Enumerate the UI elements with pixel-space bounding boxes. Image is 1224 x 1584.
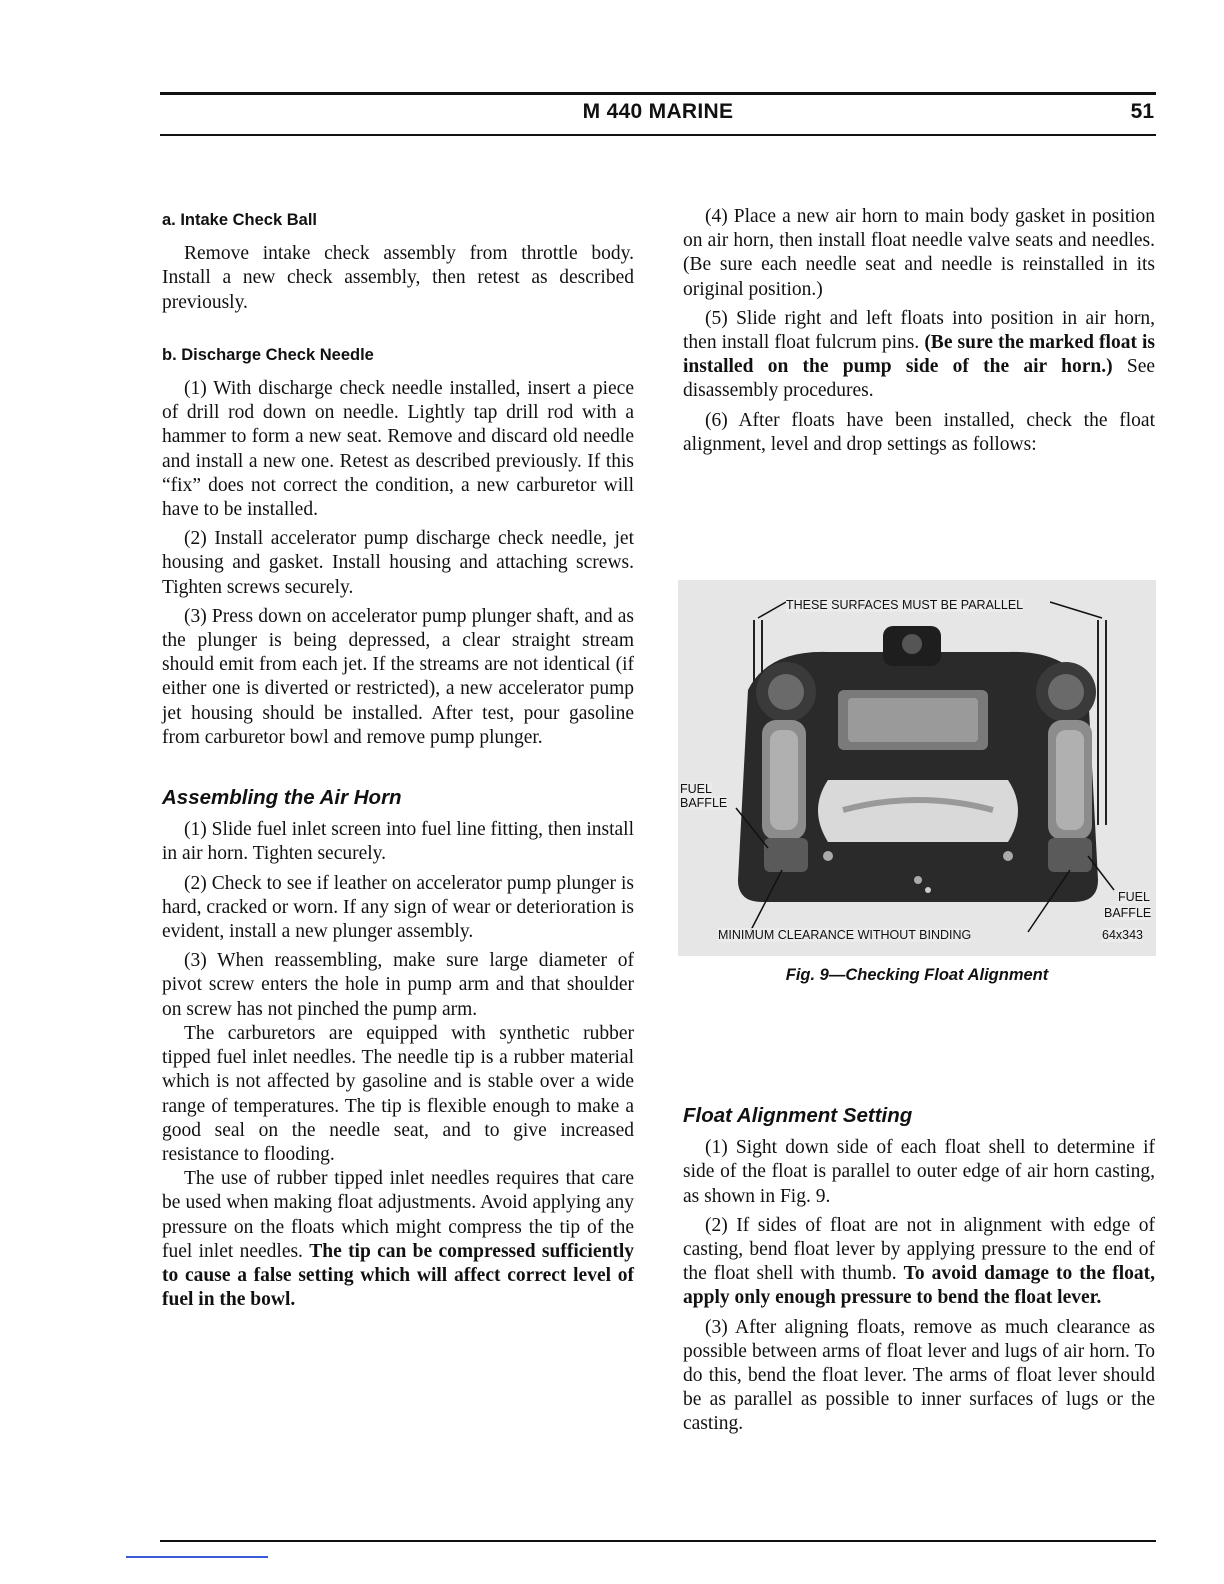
figure-code: 64x343: [1102, 928, 1144, 942]
header-title: M 440 MARINE: [582, 100, 734, 123]
air-horn-step-5: [683, 307, 1155, 404]
figure-label-parallel: THESE SURFACES MUST BE PARALLEL: [786, 598, 1024, 612]
float-alignment-heading: Float Alignment Setting: [683, 1104, 913, 1127]
float-alignment-step-1: (1) Sight down side of each float shell to determine if side of the float is parallel to outer edge of air horn casting, as shown in Fig. 9.: [683, 1137, 1155, 1207]
footer-rule: [160, 1540, 1156, 1542]
header-bottom-rule: [160, 134, 1156, 136]
figure-label-fuel-left-1: FUEL: [680, 782, 712, 796]
figure-label-fuel-right-1: FUEL: [1118, 890, 1150, 904]
carburetor-illustration: [678, 580, 1156, 956]
assembling-step-2: (2) Check to see if leather on accelerator pump plunger is hard, cracked or worn. If any sign of wear or deterioration is evident, install a new plunger assembly.: [162, 872, 634, 943]
assembling-air-horn-heading: Assembling the Air Horn: [162, 786, 402, 810]
float-adjustment-caution-bold: The tip can be compressed sufficiently to cause a false setting which will affect correct level of fuel in the bowl.: [162, 1240, 634, 1311]
assembling-step-1: (1) Slide fuel inlet screen into fuel line fitting, then install in air horn. Tighten securely.: [162, 819, 635, 865]
right-column-top: [683, 205, 1155, 457]
figure-label-baffle-right-2: BAFFLE: [1104, 906, 1152, 920]
float-adjustment-caution: [162, 1167, 634, 1312]
figure-label-baffle-left-2: BAFFLE: [680, 796, 728, 810]
rubber-needles-paragraph: The carburetors are equipped with synthetic rubber tipped fuel inlet needles. The needle tip is a rubber material which is not affected by gasoline and is stable over a wide range of temperatures. The tip is flexible enough to make a good seal on the needle seat, and to give increased resistance to flooding.: [162, 1022, 634, 1165]
air-horn-step-5-tail: See disassembly procedures.: [683, 356, 1155, 402]
bottom-link-underline: [126, 1556, 268, 1558]
discharge-step-2: (2) Install accelerator pump discharge check needle, jet housing and gasket. Install housing and attaching screws. Tighten screws securely.: [162, 528, 634, 598]
float-alignment-step-3: (3) After aligning floats, remove as much clearance as possible between arms of float lever and lugs of air horn. To do this, bend the float lever. The arms of float lever should be as parallel as possible to inner surfaces of lugs or the casting.: [683, 1316, 1155, 1435]
discharge-check-needle-heading: b. Discharge Check Needle: [162, 345, 374, 364]
figure-label-minimum-clearance: MINIMUM CLEARANCE WITHOUT BINDING: [718, 928, 972, 942]
float-alignment-step-2: [683, 1214, 1155, 1311]
discharge-step-3: (3) Press down on accelerator pump plunger shaft, and as the plunger is being depressed, a clear straight stream should emit from each jet. If the streams are not identical (if either one is diverted or restricted), a new accelerator pump jet housing should be installed. After test, pour gasoline from carburetor bowl and remove pump plunger.: [162, 605, 634, 748]
assembling-step-3: (3) When reassembling, make sure large diameter of pivot screw enters the hole in pump arm and that shoulder on screw has not pinched the pump arm.: [162, 950, 634, 1020]
air-horn-step-5-text: (5) Slide right and left floats into position in air horn, then install float fulcrum pins.: [683, 307, 1155, 354]
float-alignment-step-2-text: (2) If sides of float are not in alignment with edge of casting, bend float lever by applying pressure to the end of the float shell with thumb.: [683, 1214, 1155, 1285]
air-horn-step-6: (6) After floats have been installed, check the float alignment, level and drop settings as follows:: [683, 409, 1155, 455]
discharge-step-1: (1) With discharge check needle installed, insert a piece of drill rod down on needle. Lightly tap drill rod with a hammer to form a new seat. Remove and discard old needle and install a new one. Retest as described previously. If this “fix” does not correct the condition, a new carburetor will have to be installed.: [162, 378, 634, 521]
figure-caption: Fig. 9—Checking Float Alignment: [785, 966, 1049, 984]
float-alignment-photo: [678, 580, 1156, 956]
right-column-bottom: [683, 1104, 1155, 1437]
air-horn-step-5-bold: (Be sure the marked float is installed on the pump side of the air horn.): [683, 332, 1155, 378]
intake-check-ball-heading: a. Intake Check Ball: [162, 211, 317, 229]
intake-check-ball-text: Remove intake check assembly from throttle body. Install a new check assembly, then retest as described previously.: [162, 243, 634, 313]
float-alignment-step-2-bold: To avoid damage to the float, apply only enough pressure to bend the float lever.: [683, 1263, 1156, 1309]
header-top-rule: [160, 92, 1156, 95]
float-adjustment-caution-text: The use of rubber tipped inlet needles requires that care be used when making float adjustments. Avoid applying any pressure on the floats which might compress the tip of the fuel inlet needles.: [162, 1168, 634, 1262]
page-number: 51: [1130, 100, 1154, 123]
air-horn-step-4: (4) Place a new air horn to main body gasket in position on air horn, then install float needle valve seats and needles. (Be sure each needle seat and needle is reinstalled in its original position.): [683, 206, 1155, 300]
left-column: [162, 208, 634, 1312]
